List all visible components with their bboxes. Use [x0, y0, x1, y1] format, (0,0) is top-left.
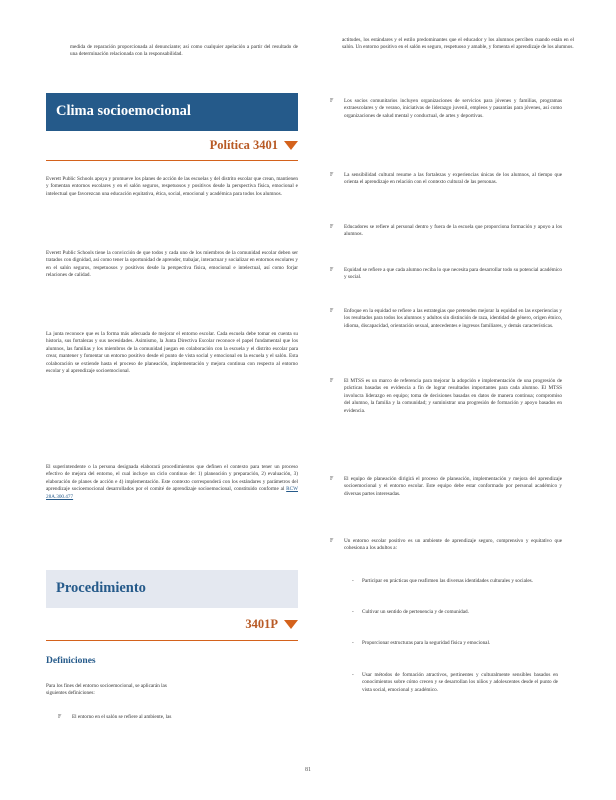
- policy-paragraph: La junta reconoce que es la forma más adecuada de mejorar el entorno escolar. Cada escuela debe tomar en cuenta su historia, sus fortalezas y sus necesidades. Asimismo, la Junta Directiva Escolar reconoce el papel fundamental que los alumnos, las familias y los miembros de la comunidad juegan en colaboración con la escuela y el distrito escolar para crear, mantener y fomentar un entorno positivo desde el punto de vista social y emocional en la escuela y el salón. Esta colaboración se extiende hasta el proceso de planeación, implementación y mejora continua con respecto al entorno escolar y al aprendizaje socioemocional.: [46, 331, 298, 375]
- bullet-icon: F: [330, 538, 334, 544]
- definition-text: Un entorno escolar positivo es un ambiente de aprendizaje seguro, comprensivo y equitativo que cohesiona a los adultos a:: [344, 538, 562, 552]
- procedure-heading: [245, 616, 298, 631]
- procedure-number: 3401P: [245, 616, 278, 631]
- sub-item-text: Cultivar un sentido de pertenencia y de comunidad.: [362, 609, 469, 615]
- section-banner-procedimiento: [46, 570, 298, 608]
- definitions-intro: Para los fines del entorno socioemocional, se aplicarán las siguientes definiciones:: [46, 683, 167, 697]
- definition-item: [330, 308, 562, 330]
- dash-icon: -: [352, 640, 354, 646]
- bullet-icon: F: [330, 267, 334, 273]
- dash-icon: -: [352, 578, 354, 584]
- definition-item: [330, 378, 562, 415]
- triangle-down-icon: [284, 620, 298, 629]
- sub-list-item: [352, 578, 558, 585]
- triangle-down-icon: [284, 141, 298, 150]
- definition-text: Educadores se refiere al personal dentro y fuera de la escuela que proporciona formación y apoyo a los alumnos.: [344, 224, 562, 238]
- definition-text: El MTSS es un marco de referencia para mejorar la adopción e implementación de una progresión de prácticas basadas en evidencia a fin de lograr resultados importantes para cada alumno. El MTSS involucra liderazgo en equipo; toma de decisiones basadas en datos de manera continua; compromiso del alumno, la familia y la comunidad; y suministrar una progresión de formación y apoyo basados en evidencia.: [344, 378, 562, 414]
- sub-list-item: [352, 672, 558, 694]
- dash-icon: -: [352, 672, 354, 678]
- policy-rule: [46, 160, 298, 161]
- definition-item: [330, 476, 562, 498]
- definition-item: [330, 98, 562, 120]
- bullet-icon: F: [330, 98, 334, 104]
- definitions-title: Definiciones: [46, 656, 96, 666]
- continued-paragraph: actitudes, los estándares y el estilo predominantes que el educador y los alumnos perciben cuando están en el salón. Un entorno positivo en el salón es seguro, respetuoso y amable, y fomenta el aprendizaje de los alumnos.: [342, 37, 574, 51]
- sub-item-text: Proporcionar estructuras para la seguridad física y emocional.: [362, 640, 491, 646]
- definition-text: Los socios comunitarios incluyen organizaciones de servicios para jóvenes y familias, programas extraescolares y de verano, iniciativas de liderazgo juvenil, empleos y pasantías para jóvenes, así como organizaciones de salud mental y conductual, de artes y deportivas.: [344, 98, 562, 119]
- definition-text: El equipo de planeación dirigirá el proceso de planeación, implementación y mejora del aprendizaje socioemocional y el entorno escolar. Este equipo debe estar conformado por personal académico y diversas partes interesadas.: [344, 476, 562, 497]
- sub-item-text: Usar métodos de formación atractivos, pertinentes y culturalmente sensibles basados en conocimientos sobre cómo crecen y se desarrollan los niños y adolescentes desde el punto de vista social, emocional y académico.: [362, 672, 558, 693]
- bullet-icon: F: [58, 714, 62, 720]
- section-title: Procedimiento: [56, 580, 146, 597]
- definition-item: [330, 224, 562, 239]
- definition-item: [330, 172, 562, 187]
- bullet-icon: F: [330, 476, 334, 482]
- sub-list-item: [352, 640, 558, 647]
- sub-item-text: Participar en prácticas que reafirmen las diversas identidades culturales y sociales.: [362, 578, 533, 584]
- dash-icon: -: [352, 609, 354, 615]
- bullet-icon: F: [330, 172, 334, 178]
- section-banner-clima: [46, 93, 298, 131]
- policy-paragraph: Everett Public Schools apoya y promueve los planes de acción de las escuelas y del distrito escolar que crean, mantienen y fomentan entornos escolares y en el salón seguros, respetuosos y positivos desde la perspectiva física, emocional e intelectual que favorezcan una educación equitativa, ética, social, emocional y académica para todos los alumnos.: [46, 176, 298, 197]
- paragraph-text: El superintendente o la persona designada elaborará procedimientos que definen el contexto para tener un proceso efectivo de mejora del entorno, el cual incluye un ciclo continuo de: 1) planeación y preparación, 2) evaluación, 3) elaboración de planes de acción e 4) implementación. Este contexto corresponderá con los estándares y parámetros del aprendizaje socioemocional desarrollados por el comité de aprendizaje socioemocional, constituido conforme al: [46, 464, 298, 493]
- policy-paragraph: Everett Public Schools tiene la convicción de que todos y cada uno de los miembros de la comunidad escolar deben ser tratados con dignidad, así como tener la oportunidad de aprender, trabajar, interactuar y socializar en entornos escolares y en el salón seguros, respetuosos y positivos desde la perspectiva física, emocional e intelectual, así como forjar relaciones de calidad.: [46, 250, 298, 279]
- definition-item: [58, 714, 290, 721]
- definition-text: Equidad se refiere a que cada alumno reciba lo que necesita para desarrollar todo su potencial académico y social.: [344, 267, 562, 281]
- intro-paragraph: medida de reparación proporcionada al denunciante; así como cualquier apelación a partir del resultado de una determinación relacionada con la responsabilidad.: [70, 44, 298, 58]
- definition-item: [330, 538, 562, 553]
- rcw-link[interactable]: RCW 28A.300.477: [46, 486, 298, 500]
- section-title: Clima socioemocional: [56, 103, 191, 120]
- sub-list-item: [352, 609, 558, 616]
- policy-heading: [209, 137, 298, 152]
- definition-item: [330, 267, 562, 282]
- definition-text: Enfoque en la equidad se refiere a las estrategias que pretenden mejorar la equidad en las experiencias y los resultados para todos los alumnos y adultos sin distinción de raza, identidad de género, origen étnico, idioma, discapacidad, orientación sexual, antecedentes e ingresos familiares, y demás características.: [344, 308, 562, 329]
- bullet-icon: F: [330, 308, 334, 314]
- page-number: 81: [305, 767, 311, 773]
- definition-text: El entorno en el salón se refiere al ambiente, las: [72, 714, 172, 720]
- definition-text: La sensibilidad cultural resume a las fortalezas y experiencias únicas de los alumnos, al tiempo que orienta el aprendizaje en relación con el contexto cultural de las personas.: [344, 172, 562, 186]
- bullet-icon: F: [330, 378, 334, 384]
- policy-paragraph: [46, 464, 298, 501]
- policy-number: Política 3401: [209, 137, 278, 152]
- bullet-icon: F: [330, 224, 334, 230]
- procedure-rule: [46, 640, 298, 641]
